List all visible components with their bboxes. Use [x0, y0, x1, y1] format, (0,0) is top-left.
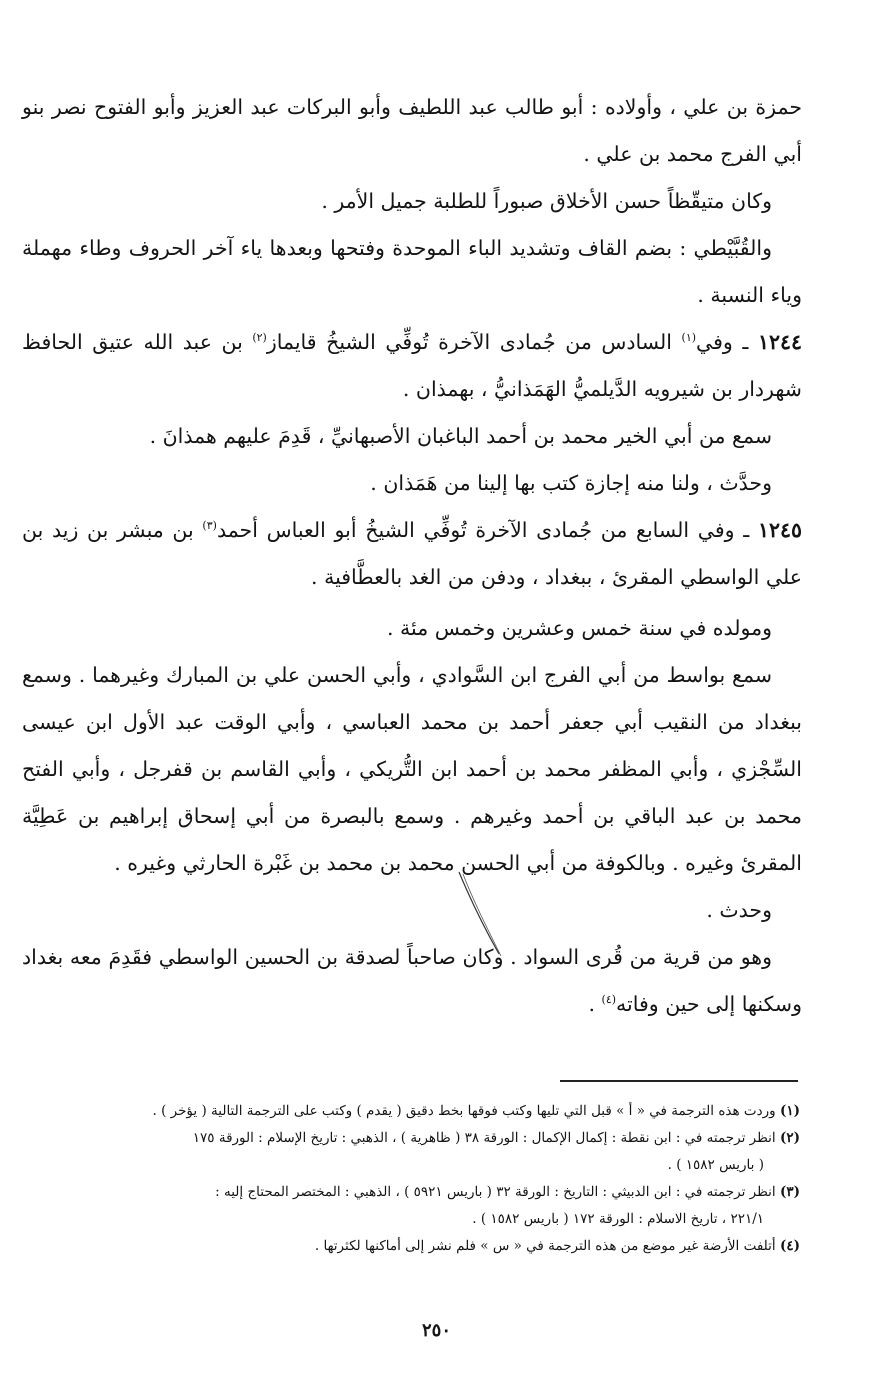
pen-mark: [455, 870, 515, 960]
footnote-number: (٣): [779, 1184, 800, 1200]
footnote-text: انظر ترجمته في : ابن الدبيثي : التاريخ : الورقة ٣٢ ( باريس ٥٩٢١ ) ، الذهبي : المختصر المحتاج إليه :: [215, 1184, 776, 1200]
footnote-text: وردت هذه الترجمة في « أ » قبل التي تليها وكتب فوقها بخط دقيق ( يقدم ) وكتب على الترجمة التالية ( يؤخر ) .: [152, 1103, 776, 1119]
footnote-3: [28, 1179, 800, 1206]
paragraph-nisba-note: والقُبَّيْطي : بضم القاف وتشديد الباء الموحدة وفتحها وبعدها ياء آخر الحروف وطاء مهملة وياء النسبة .: [22, 236, 802, 307]
footnote-ref: (٢): [252, 331, 267, 345]
entry-text: السادس من جُمادى الآخرة تُوفِّي الشيخُ قايماز: [266, 330, 682, 354]
page-number: ٢٥٠: [421, 1320, 451, 1341]
entry-number: ١٢٤٥: [757, 518, 802, 542]
footnote-1: [28, 1098, 800, 1125]
paragraph-birth: ومولده في سنة خمس وعشرين وخمس مئة .: [386, 616, 772, 640]
footnotes: [28, 1098, 800, 1260]
paragraph-character: وكان متيقّظاً حسن الأخلاق صبوراً للطلبة جميل الأمر .: [321, 189, 772, 213]
footnote-4: [28, 1233, 800, 1260]
footnote-2: [28, 1125, 800, 1152]
entry-number: ١٢٤٤: [757, 330, 802, 354]
footnote-2-continuation: ( باريس ١٥٨٢ ) .: [667, 1157, 764, 1173]
footnote-ref: (٣): [202, 519, 217, 533]
entry-text: بن مبشر بن زيد بن علي الواسطي المقرئ ، ببغداد ، ودفن من الغد بالعطَّافية .: [22, 518, 802, 589]
paragraph-narrated-2: وحدث .: [706, 898, 772, 922]
footnote-separator: [560, 1080, 798, 1082]
footnote-ref: (١): [681, 331, 697, 345]
entry-text: ـ وفي السابع من جُمادى الآخرة تُوفِّي الشيخُ أبو العباس أحمد: [216, 518, 750, 542]
entry-text: .: [588, 992, 602, 1016]
paragraph-origin: [22, 934, 802, 1028]
footnote-3-continuation: ٢٢١/١ ، تاريخ الاسلام : الورقة ١٧٢ ( باريس ١٥٨٢ ) .: [472, 1211, 764, 1227]
main-text: [22, 84, 802, 1028]
entry-1245: [22, 507, 802, 601]
entry-text: ـ وفي: [696, 330, 749, 354]
paragraph-teachers: سمع بواسط من أبي الفرج ابن السَّوادي ، وأبي الحسن علي بن المبارك وغيرهما . وسمع ببغداد من النقيب أبي جعفر أحمد بن محمد العباسي ، وأبي الوقت عبد الأول ابن عيسى السِّجْزي ، وأبي المظفر محمد بن أحمد ابن التُّريكي ، وأبي القاسم بن قفرجل ، وأبي الفتح محمد بن عبد الباقي بن أحمد وغيرهم . وسمع بالبصرة من أبي إسحاق إبراهيم بن عَطِيَّة المقرئ وغيره . وبالكوفة من أبي الحسن محمد بن محمد بن غَبْرة الحارثي وغيره .: [22, 663, 802, 875]
entry-1244: [22, 319, 802, 413]
footnote-ref: (٤): [601, 993, 617, 1007]
footnote-text: انظر ترجمته في : ابن نقطة : إكمال الإكمال : الورقة ٣٨ ( ظاهرية ) ، الذهبي : تاريخ الإسلام : الورقة ١٧٥: [192, 1130, 776, 1146]
footnote-number: (٤): [779, 1238, 800, 1254]
paragraph-narrated: وحدَّث ، ولنا منه إجازة كتب بها إلينا من هَمَذان .: [370, 471, 772, 495]
entry-text: وهو من قرية من قُرى السواد . وكان صاحباً لصدقة بن الحسين الواسطي فقَدِمَ معه بغداد وسكنها إلى حين وفاته: [22, 945, 802, 1016]
footnote-number: (٢): [779, 1130, 800, 1146]
footnote-number: (١): [779, 1103, 800, 1119]
footnote-text: أتلفت الأرضة غير موضع من هذه الترجمة في « س » فلم نشر إلى أماكنها لكثرتها .: [314, 1238, 776, 1254]
paragraph-lineage: حمزة بن علي ، وأولاده : أبو طالب عبد اللطيف وأبو البركات عبد العزيز وأبو الفتوح نصر بنو أبي الفرج محمد بن علي .: [22, 95, 802, 166]
entry-text: بن عبد الله عتيق الحافظ شهردار بن شيرويه الدَّيلميُّ الهَمَذانيُّ ، بهمذان .: [22, 330, 802, 401]
paragraph-heard-from: سمع من أبي الخير محمد بن أحمد الباغبان الأصبهانيِّ ، قَدِمَ عليهم همذانَ .: [149, 424, 772, 448]
